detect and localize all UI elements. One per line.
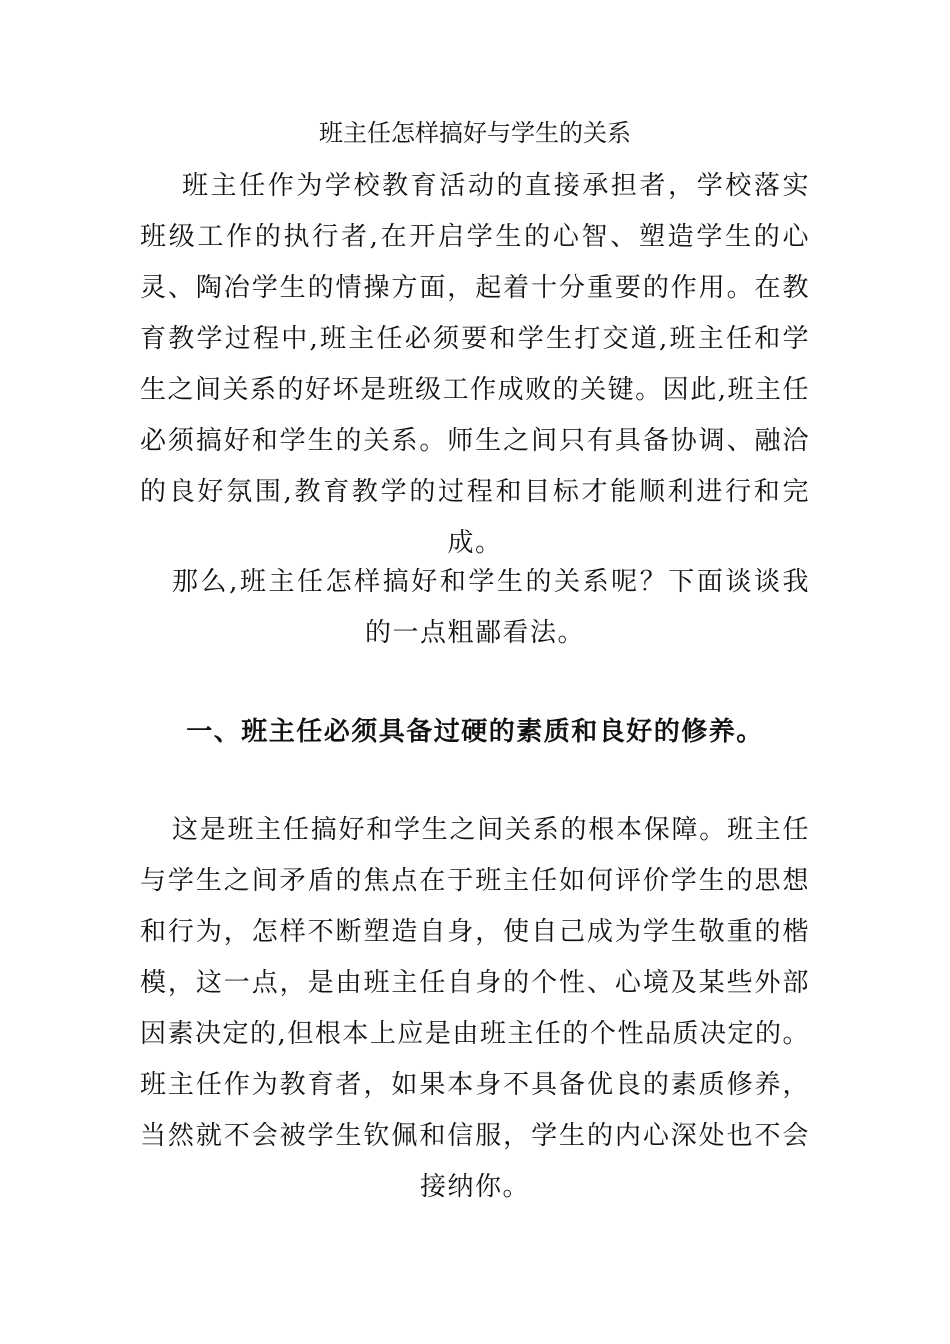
- document-title: 班主任怎样搞好与学生的关系: [319, 119, 631, 147]
- section-heading: 一、班主任必须具备过硬的素质和良好的修养。: [186, 717, 764, 747]
- transition-paragraph: 那么,班主任怎样搞好和学生的关系呢？下面谈谈我的一点粗鄙看法。: [172, 567, 810, 648]
- intro-paragraph: 班主任作为学校教育活动的直接承担者，学校落实班级工作的执行者,在开启学生的心智、塑造学生的心灵、陶冶学生的情操方面，起着十分重要的作用。在教育教学过程中,班主任必须要和学生打交道,班主任和学生之间关系的好坏是班级工作成败的关键。因此,班主任必须搞好和学生的关系。师生之间只有具备协调、融洽的良好氛围,教育教学的过程和目标才能顺利进行和完成。: [140, 171, 810, 558]
- section-paragraph: 这是班主任搞好和学生之间关系的根本保障。班主任与学生之间矛盾的焦点在于班主任如何评价学生的思想和行为，怎样不断塑造自身，使自己成为学生敬重的楷模，这一点，是由班主任自身的个性、心境及某些外部因素决定的,但根本上应是由班主任的个性品质决定的。班主任作为教育者，如果本身不具备优良的素质修养，当然就不会被学生钦佩和信服，学生的内心深处也不会接纳你。: [140, 815, 810, 1202]
